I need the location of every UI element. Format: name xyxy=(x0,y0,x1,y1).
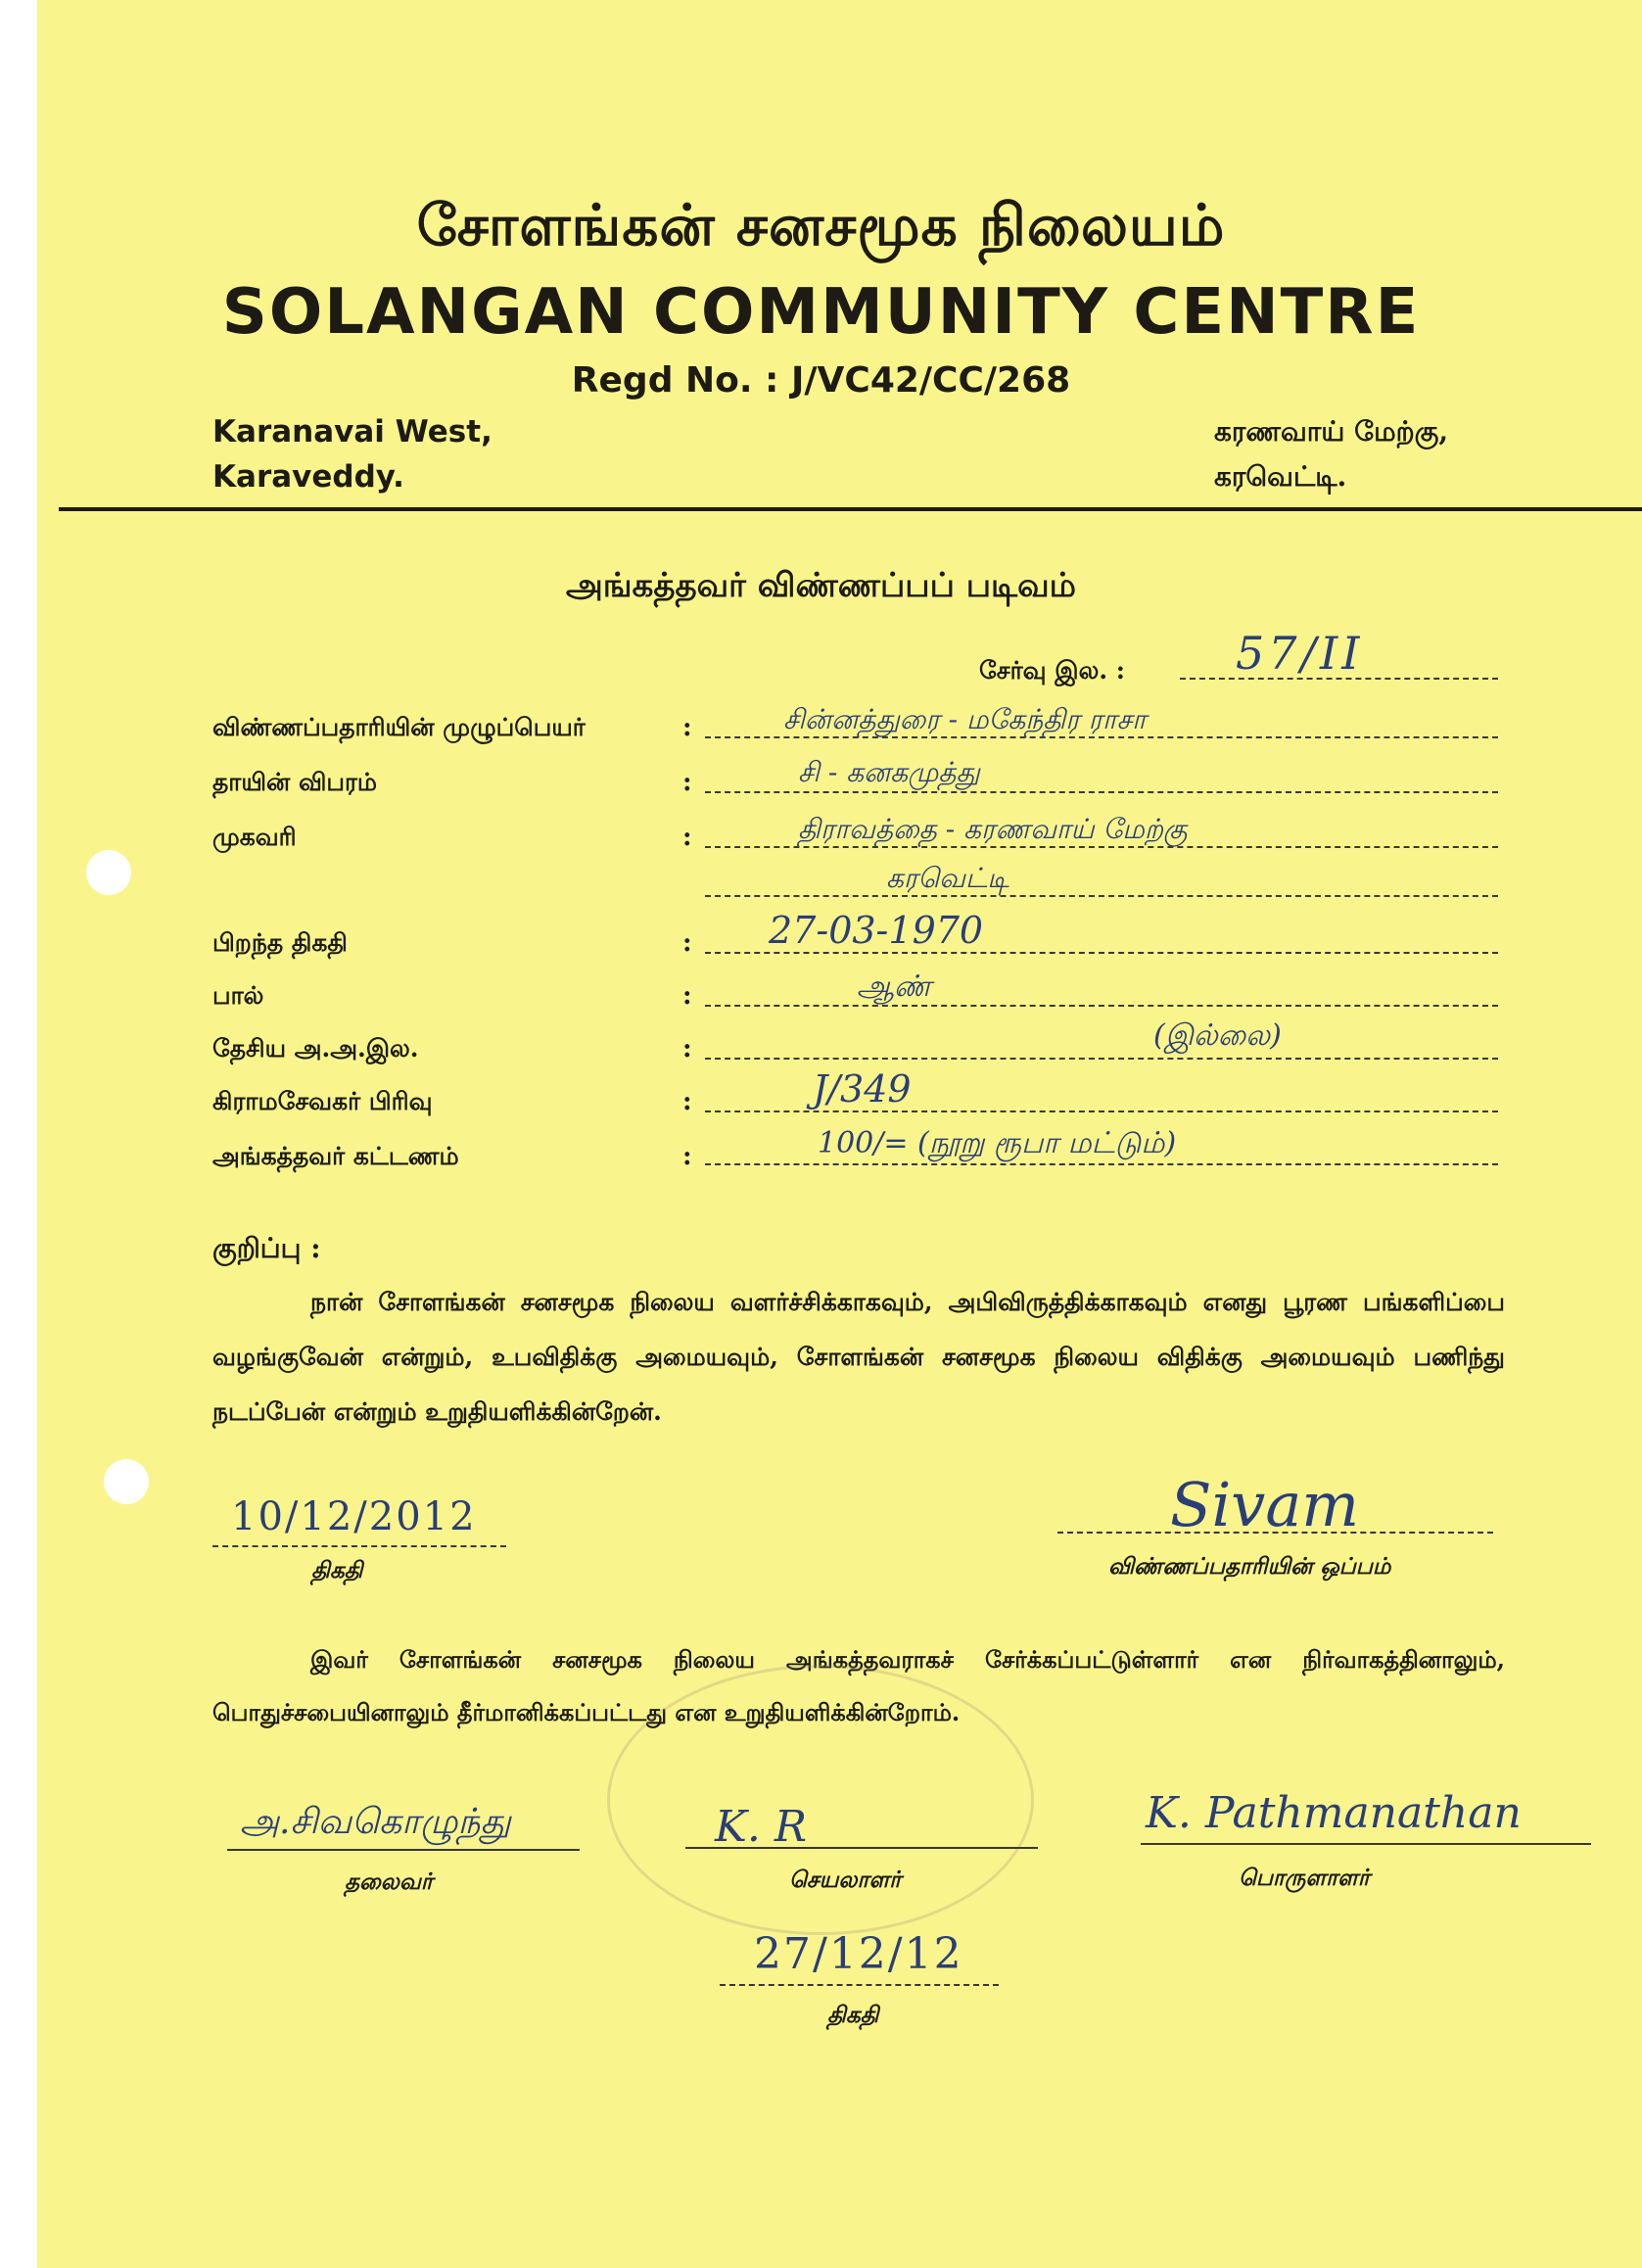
registration-number: Regd No. : J/VC42/CC/268 xyxy=(571,360,1071,401)
address-tamil xyxy=(1214,409,1448,499)
field-label-sex: பால் xyxy=(212,981,264,1010)
approval-date-line xyxy=(720,1984,999,1986)
note-heading: குறிப்பு : xyxy=(212,1232,321,1264)
president-signature-line xyxy=(227,1849,580,1851)
field-colon: : xyxy=(682,928,692,958)
approval-date-value: 27/12/12 xyxy=(754,1929,963,1979)
field-colon: : xyxy=(682,1034,692,1063)
approval-date-label: திகதி xyxy=(827,2002,879,2028)
field-line-address-2 xyxy=(705,895,1498,897)
field-value-address-2: கரவெட்டி xyxy=(886,862,1009,894)
field-label-fee: அங்கத்தவர் கட்டணம் xyxy=(212,1142,459,1170)
treasurer-signature-line xyxy=(1141,1843,1591,1845)
field-value-gs-division: J/349 xyxy=(813,1067,912,1110)
field-value-fee: 100/= (நூறு ரூபா மட்டும்) xyxy=(818,1126,1177,1160)
field-label-nic: தேசிய அ.அ.இல. xyxy=(212,1034,419,1063)
field-colon: : xyxy=(682,768,692,797)
address-tamil-line2: கரவெட்டி. xyxy=(1214,460,1347,493)
field-label-mother: தாயின் விபரம் xyxy=(212,768,378,796)
field-value-sex: ஆண் xyxy=(857,969,932,1004)
field-value-full-name: சின்னத்துரை - மகேந்திர ராசா xyxy=(783,703,1147,735)
field-label-address: முகவரி xyxy=(212,823,297,851)
field-value-address: திராவத்தை - கரணவாய் மேற்கு xyxy=(798,813,1188,845)
field-line-gs-division xyxy=(705,1110,1498,1112)
field-label-gs-division: கிராமசேவகர் பிரிவு xyxy=(212,1087,433,1115)
president-signature: அ.சிவகொழுந்து xyxy=(240,1802,511,1842)
header-divider xyxy=(59,507,1642,511)
address-english xyxy=(212,409,493,499)
address-english-line1: Karanavai West, xyxy=(212,414,493,449)
applicant-date-value: 10/12/2012 xyxy=(231,1494,477,1539)
president-label: தலைவர் xyxy=(345,1868,433,1895)
address-tamil-line1: கரணவாய் மேற்கு, xyxy=(1214,415,1449,448)
field-colon: : xyxy=(682,981,692,1011)
field-value-dob: 27-03-1970 xyxy=(769,909,984,952)
membership-no-value: 57/II xyxy=(1236,627,1364,680)
title-tamil: சோளங்கன் சனசமூக நிலையம் xyxy=(416,192,1226,259)
field-line-sex xyxy=(705,1005,1498,1007)
field-label-dob: பிறந்த திகதி xyxy=(212,928,348,957)
treasurer-signature: K. Pathmanathan xyxy=(1146,1788,1522,1838)
punch-hole-top xyxy=(86,850,131,895)
secretary-signature: K. R xyxy=(715,1802,807,1852)
secretary-signature-line xyxy=(685,1847,1038,1849)
secretary-label: செயலாளர் xyxy=(789,1866,902,1893)
certification-text: இவர் சோளங்கன் சனசமூக நிலைய அங்கத்தவராகச் சேர்க்கப்பட்டுள்ளார் என நிர்வாகத்தினாலும், பொதுச்சபையினாலும் தீர்மானிக்கப்பட்டது என உறுதியளிக்கின்றோம். xyxy=(212,1645,1505,1726)
field-colon: : xyxy=(682,823,692,852)
treasurer-label: பொருளாளர் xyxy=(1239,1865,1370,1891)
address-english-line2: Karaveddy. xyxy=(212,459,404,495)
applicant-signature: Sivam xyxy=(1170,1469,1360,1540)
field-value-nic: (இல்லை) xyxy=(1153,1018,1282,1053)
field-colon: : xyxy=(682,713,692,742)
field-value-mother: சி - கனகமுத்து xyxy=(798,756,980,788)
applicant-date-label: திகதி xyxy=(311,1557,363,1583)
applicant-signature-label: விண்ணப்பதாரியின் ஒப்பம் xyxy=(1108,1553,1391,1580)
field-colon: : xyxy=(682,1142,692,1171)
punch-hole-bottom xyxy=(104,1459,149,1504)
applicant-signature-line xyxy=(1057,1532,1493,1534)
field-colon: : xyxy=(682,1087,692,1116)
field-line-dob xyxy=(705,952,1498,954)
title-english: SOLANGAN COMMUNITY CENTRE xyxy=(221,276,1421,349)
note-text: நான் சோளங்கன் சனசமூக நிலைய வளர்ச்சிக்காகவும், அபிவிருத்திக்காகவும் எனது பூரண பங்களிப்பை வழங்குவேன் என்றும், உபவிதிக்கு அமையவும், சோளங்கன் சனசமூக நிலைய விதிக்கு அமையவும் பணிந்து நடப்பேன் என்றும் உறுதியளிக்கின்றேன். xyxy=(212,1288,1505,1426)
field-line-nic xyxy=(705,1058,1498,1060)
form-title: அங்கத்தவர் விண்ணப்பப் படிவம் xyxy=(566,566,1076,605)
applicant-date-line xyxy=(212,1545,506,1547)
membership-no-label: சேர்வு இல. : xyxy=(979,656,1125,685)
field-label-full-name: விண்ணப்பதாரியின் முழுப்பெயர் xyxy=(212,713,586,741)
